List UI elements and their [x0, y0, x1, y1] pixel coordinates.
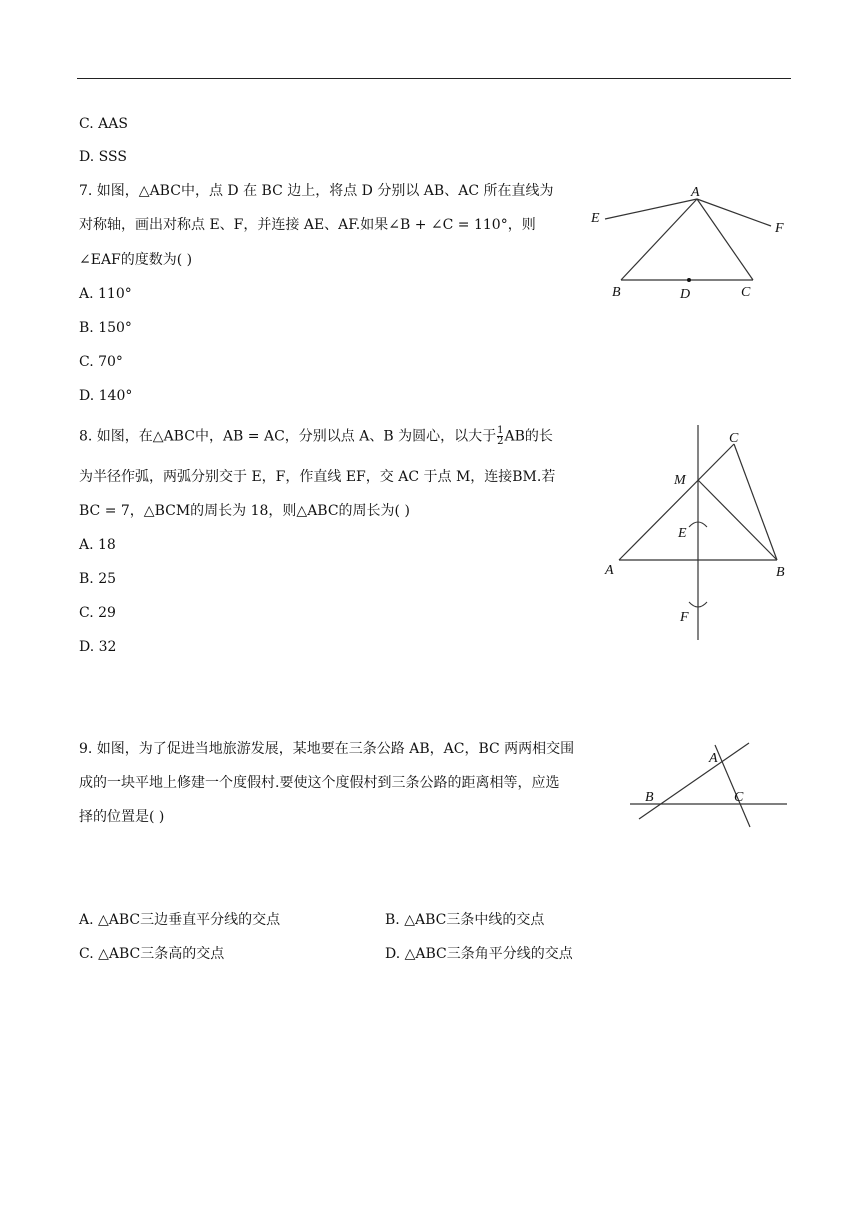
q7-label-a: A [691, 185, 700, 200]
q9-option-d: D. △ABC三条角平分线的交点 [385, 946, 573, 962]
q8-text-line2: 为半径作弧，两弧分别交于 E，F，作直线 EF，交 AC 于点 M，连接BM.若 [79, 469, 556, 485]
q9-figure [625, 735, 795, 830]
q8-label-b: B [776, 565, 785, 580]
q9-text-line1: 9. 如图，为了促进当地旅游发展，某地要在三条公路 AB，AC，BC 两两相交围 [79, 741, 575, 757]
q8-text-line1-pre: 8. 如图，在△ABC中，AB = AC，分别以点 A、B 为圆心，以大于 [79, 428, 497, 445]
q8-option-a: A. 18 [79, 537, 116, 553]
option-c-prev: C. AAS [79, 116, 128, 132]
q7-text-line2: 对称轴，画出对称点 E、F，并连接 AE、AF.如果∠B + ∠C = 110°，则 [79, 217, 536, 233]
option-d-prev: D. SSS [79, 149, 127, 165]
q8-text-line1 [79, 426, 553, 447]
q7-figure [585, 180, 795, 305]
q7-label-b: B [612, 285, 621, 300]
q7-option-c: C. 70° [79, 354, 123, 370]
q8-label-f: F [680, 610, 689, 625]
q7-label-d: D [680, 287, 691, 302]
q7-option-d: D. 140° [79, 388, 133, 404]
q7-text-line1: 7. 如图，△ABC中，点 D 在 BC 边上，将点 D 分别以 AB、AC 所在直线为 [79, 183, 554, 199]
q9-option-b: B. △ABC三条中线的交点 [385, 912, 545, 928]
q7-label-c: C [741, 285, 751, 300]
q7-text-line3: ∠EAF的度数为( ) [79, 252, 193, 268]
q9-label-a: A [709, 751, 718, 766]
q8-label-c: C [729, 431, 739, 446]
q9-text-line3: 择的位置是( ) [79, 809, 165, 825]
q9-label-c: C [734, 790, 744, 805]
q7-option-b: B. 150° [79, 320, 132, 336]
q9-text-line2: 成的一块平地上修建一个度假村.要使这个度假村到三条公路的距离相等，应选 [79, 775, 560, 791]
q8-fraction [497, 426, 503, 447]
q8-text-line1-post: AB的长 [504, 428, 553, 445]
q8-frac-den: 2 [497, 436, 504, 447]
q7-label-f: F [775, 221, 784, 236]
q9-option-c: C. △ABC三条高的交点 [79, 946, 225, 962]
q8-frac-num: 1 [497, 425, 504, 436]
q8-text-line3: BC = 7，△BCM的周长为 18，则△ABC的周长为( ) [79, 503, 410, 519]
q8-option-b: B. 25 [79, 571, 117, 587]
q8-label-a: A [605, 563, 614, 578]
q8-label-e: E [678, 526, 687, 541]
q8-figure [595, 420, 800, 645]
q7-label-e: E [591, 211, 600, 226]
q9-label-b: B [645, 790, 654, 805]
q8-label-m: M [674, 473, 686, 488]
q7-option-a: A. 110° [79, 286, 132, 302]
q9-option-a: A. △ABC三边垂直平分线的交点 [79, 912, 281, 928]
header-rule [77, 78, 791, 79]
q8-option-d: D. 32 [79, 639, 117, 655]
q8-option-c: C. 29 [79, 605, 116, 621]
